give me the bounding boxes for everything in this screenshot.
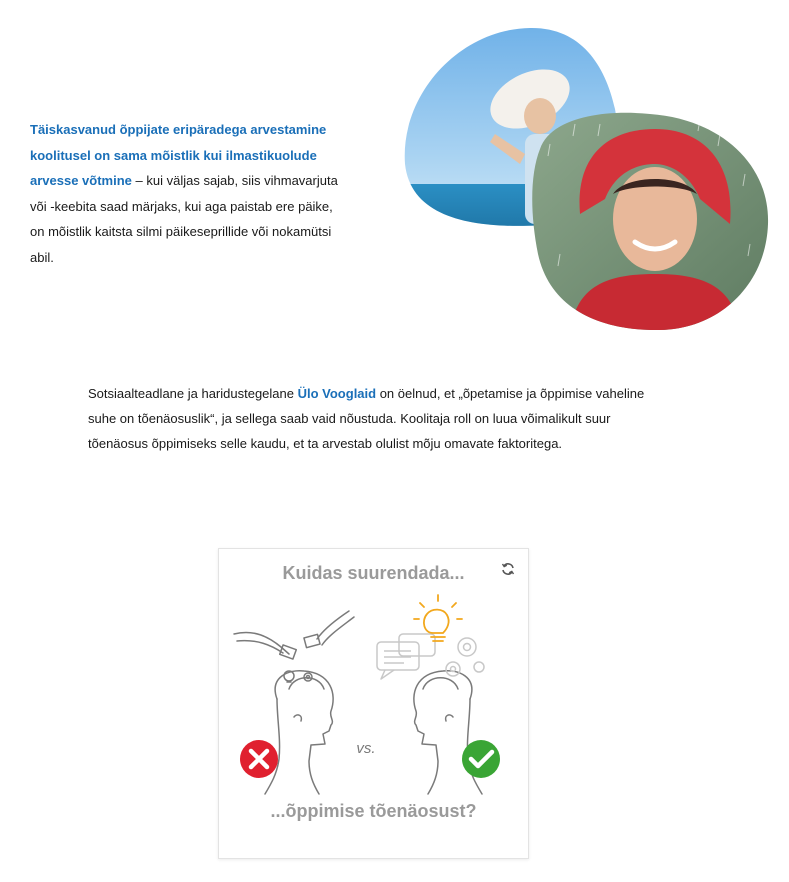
quote-author-link[interactable]: Ülo Vooglaid (297, 386, 377, 401)
left-gear-icon (304, 673, 312, 681)
refresh-icon[interactable] (500, 561, 516, 577)
vs-label: vs. (356, 740, 376, 757)
illustration-card (218, 548, 529, 859)
weather-photos (400, 24, 780, 334)
hands-sketch (234, 611, 354, 659)
wrong-icon (240, 740, 278, 778)
comparison-illustration (219, 589, 528, 809)
intro-paragraph (30, 117, 350, 270)
intro-text: – kui väljas sajab, siis vihmavarjuta või -keebita saad märjaks, kui aga paistab ere päike, on mõistlik kaitsta silmi päikeseprillide või nokamütsi abil. (30, 173, 338, 265)
speech-bubble-icon (377, 634, 435, 679)
card-footer: ...õppimise tõenäosust? (270, 801, 477, 821)
card-title: Kuidas suurendada... (282, 563, 465, 583)
quote-paragraph (88, 381, 668, 456)
quote-after: on öelnud, et „õpetamise ja õppimise vaheline suhe on tõenäosuslik“, ja sellega saab vaid nõustuda. Koolitaja roll on luua võimalikult suur tõenäosus õppimiseks selle kaudu, et ta arvestab olulist mõju omavate faktoritega. (88, 386, 645, 451)
gears-icon (446, 638, 484, 676)
rainy-photo (520, 104, 780, 334)
quote-before: Sotsiaalteadlane ja haridustegelane (88, 386, 298, 401)
check-icon (462, 740, 500, 778)
intro-highlight: Täiskasvanud õppijate eripäradega arvestamine koolitusel on sama mõistlik kui ilmastikuolude arvesse võtmine (30, 122, 327, 188)
left-head-sketch (265, 671, 333, 794)
